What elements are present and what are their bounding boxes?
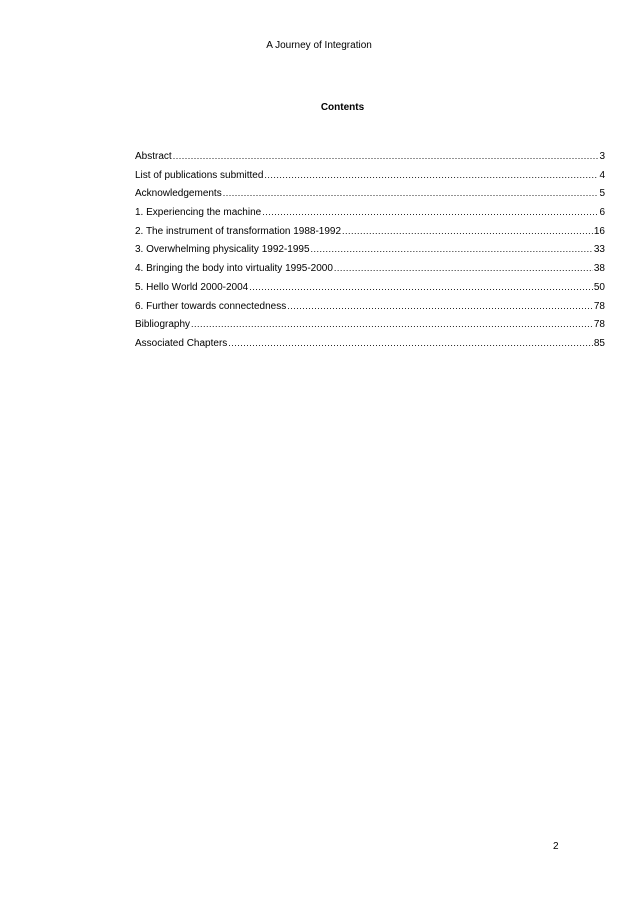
toc-entry-page: 4 — [599, 169, 605, 181]
toc-entry-title: Associated Chapters — [135, 337, 228, 349]
toc-dot-leader — [264, 169, 598, 181]
toc-entry-acknowledgements[interactable] — [135, 187, 605, 206]
toc-entry-page: 6 — [599, 207, 605, 219]
toc-dot-leader — [262, 206, 598, 218]
toc-entry-chapter-5[interactable] — [135, 281, 605, 300]
toc-entry-abstract[interactable] — [135, 150, 605, 169]
toc-entry-page: 33 — [593, 244, 605, 256]
toc-entry-page: 78 — [593, 300, 605, 312]
toc-entry-page: 3 — [599, 151, 605, 162]
toc-entry-chapter-4[interactable] — [135, 262, 605, 281]
toc-entry-title: Acknowledgements — [135, 188, 222, 200]
toc-entry-chapter-1[interactable] — [135, 206, 605, 225]
toc-entry-title: 4. Bringing the body into virtuality 1995-2000 — [135, 263, 333, 275]
toc-dot-leader — [173, 150, 599, 162]
toc-dot-leader — [342, 225, 593, 237]
toc-entry-page: 38 — [593, 263, 605, 275]
toc-entry-title: Abstract — [135, 151, 172, 162]
toc-entry-page: 85 — [593, 337, 605, 349]
toc-dot-leader — [191, 318, 593, 330]
toc-entry-page: 78 — [593, 319, 605, 331]
toc-entry-title: Bibliography — [135, 319, 191, 331]
running-header: A Journey of Integration — [266, 40, 372, 51]
toc-entry-chapter-3[interactable] — [135, 243, 605, 262]
toc-entry-title: 6. Further towards connectedness — [135, 300, 287, 312]
toc-dot-leader — [249, 281, 593, 293]
toc-dot-leader — [334, 262, 593, 274]
toc-entry-bibliography[interactable] — [135, 318, 605, 337]
toc-entry-publications[interactable] — [135, 169, 605, 188]
toc-dot-leader — [287, 300, 593, 312]
toc-entry-page: 50 — [593, 281, 605, 293]
toc-dot-leader — [228, 337, 593, 349]
toc-entry-chapter-6[interactable] — [135, 300, 605, 319]
page-number: 2 — [553, 841, 559, 852]
table-of-contents — [135, 150, 605, 356]
toc-entry-associated-chapters[interactable] — [135, 337, 605, 356]
toc-entry-title: 3. Overwhelming physicality 1992-1995 — [135, 244, 310, 256]
toc-entry-page: 16 — [593, 225, 605, 237]
toc-entry-chapter-2[interactable] — [135, 225, 605, 244]
toc-entry-title: 1. Experiencing the machine — [135, 207, 262, 219]
toc-dot-leader — [223, 187, 599, 199]
toc-entry-title: List of publications submitted — [135, 169, 264, 181]
toc-entry-title: 5. Hello World 2000-2004 — [135, 281, 249, 293]
toc-entry-title: 2. The instrument of transformation 1988-1992 — [135, 225, 342, 237]
contents-heading: Contents — [320, 102, 365, 113]
toc-entry-page: 5 — [599, 188, 605, 200]
toc-dot-leader — [311, 243, 593, 255]
